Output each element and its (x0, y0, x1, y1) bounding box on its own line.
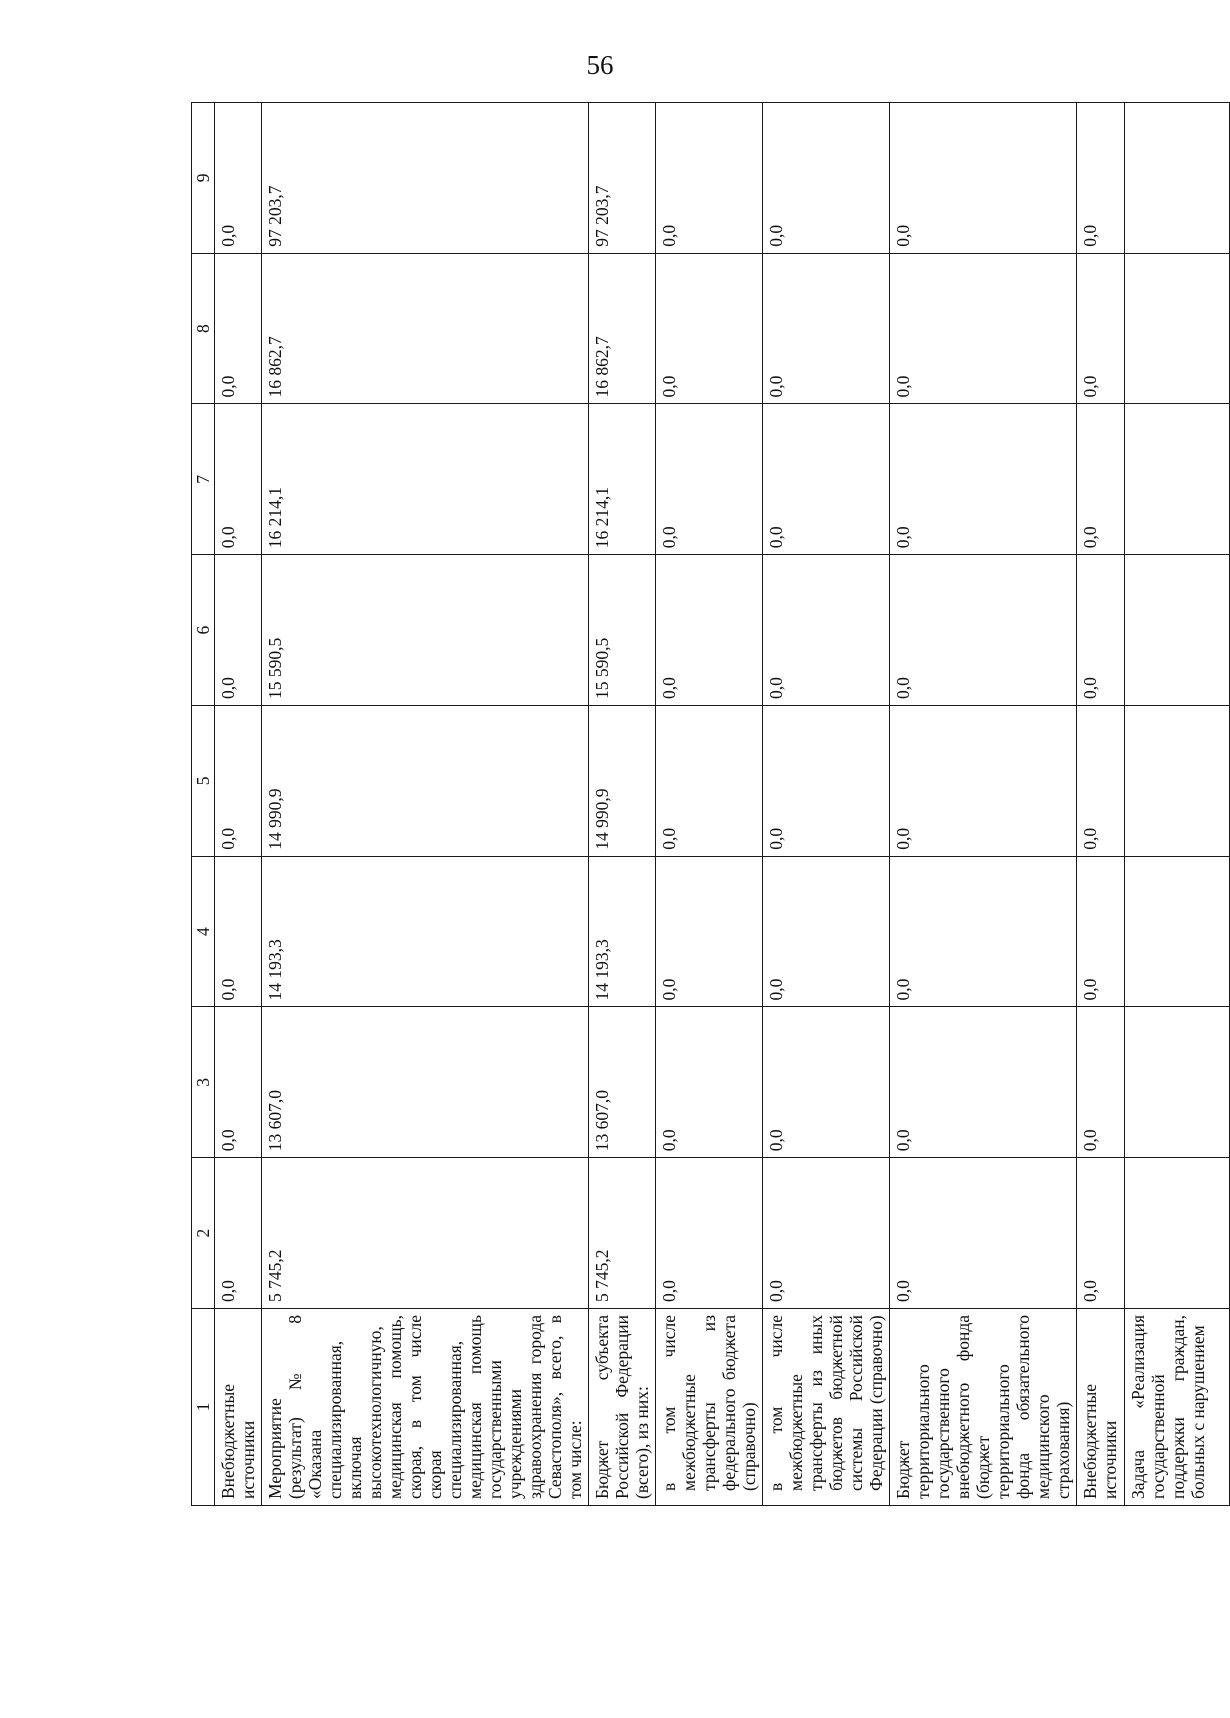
column-number: 5 (192, 706, 215, 857)
column-number: 3 (192, 1007, 215, 1158)
cell-value (1125, 856, 1230, 1007)
column-number: 4 (192, 856, 215, 1007)
cell-value: 0,0 (763, 103, 890, 254)
cell-value: 0,0 (1077, 706, 1125, 857)
table-row (1077, 103, 1125, 1506)
cell-value: 0,0 (656, 1007, 763, 1158)
cell-value: 14 990,9 (262, 706, 589, 857)
cell-value: 0,0 (215, 856, 262, 1007)
row-label: в том числе межбюджетные трансферты из федерального бюджета (справочно) (656, 1309, 763, 1506)
cell-value: 0,0 (656, 706, 763, 857)
cell-value: 13 607,0 (589, 1007, 656, 1158)
table-row (589, 103, 656, 1506)
cell-value: 0,0 (763, 1158, 890, 1309)
row-label: Задача «Реализация государственной поддержки граждан, больных с нарушением (1125, 1309, 1230, 1506)
cell-value (1125, 555, 1230, 706)
cell-value: 0,0 (656, 404, 763, 555)
cell-value: 5 745,2 (589, 1158, 656, 1309)
cell-value (1125, 253, 1230, 404)
row-label: в том числе межбюджетные трансферты из иных бюджетов бюджетной системы Российской Федерации (справочно) (763, 1309, 890, 1506)
cell-value: 16 214,1 (589, 404, 656, 555)
column-number-row (192, 103, 215, 1506)
cell-value: 0,0 (763, 253, 890, 404)
cell-value: 0,0 (763, 856, 890, 1007)
cell-value: 0,0 (763, 555, 890, 706)
row-label: Бюджет субъекта Российской Федерации (всего), из них: (589, 1309, 656, 1506)
cell-value: 0,0 (656, 253, 763, 404)
table-row (262, 103, 589, 1506)
cell-value: 0,0 (1077, 555, 1125, 706)
column-number: 2 (192, 1158, 215, 1309)
cell-value: 0,0 (215, 555, 262, 706)
cell-value: 0,0 (763, 404, 890, 555)
cell-value: 0,0 (890, 706, 1077, 857)
cell-value: 0,0 (215, 404, 262, 555)
cell-value (1125, 103, 1230, 254)
cell-value: 16 214,1 (262, 404, 589, 555)
cell-value: 97 203,7 (589, 103, 656, 254)
cell-value: 0,0 (1077, 253, 1125, 404)
row-label: Внебюджетные источники (215, 1309, 262, 1506)
cell-value: 0,0 (890, 404, 1077, 555)
column-number: 9 (192, 103, 215, 254)
cell-value: 15 590,5 (589, 555, 656, 706)
cell-value: 16 862,7 (262, 253, 589, 404)
cell-value: 14 193,3 (589, 856, 656, 1007)
cell-value: 0,0 (215, 253, 262, 404)
cell-value: 0,0 (890, 1158, 1077, 1309)
row-label: Бюджет территориального государственного внебюджетного фонда (бюджет территориального фонда обязательного медицинского страхования) (890, 1309, 1077, 1506)
cell-value: 0,0 (763, 1007, 890, 1158)
cell-value (1125, 1158, 1230, 1309)
cell-value: 0,0 (1077, 856, 1125, 1007)
table-row (890, 103, 1077, 1506)
rotated-table-wrapper (191, 103, 1208, 1506)
column-number: 7 (192, 404, 215, 555)
cell-value: 0,0 (215, 1158, 262, 1309)
cell-value: 0,0 (890, 253, 1077, 404)
cell-value: 0,0 (656, 856, 763, 1007)
cell-value: 0,0 (1077, 1158, 1125, 1309)
cell-value: 16 862,7 (589, 253, 656, 404)
column-number: 6 (192, 555, 215, 706)
cell-value (1125, 404, 1230, 555)
cell-value: 0,0 (1077, 404, 1125, 555)
cell-value: 0,0 (215, 1007, 262, 1158)
cell-value: 0,0 (656, 555, 763, 706)
cell-value: 15 590,5 (262, 555, 589, 706)
cell-value: 0,0 (1077, 103, 1125, 254)
table-row (215, 103, 262, 1506)
column-number: 8 (192, 253, 215, 404)
financing-table (191, 102, 1230, 1506)
cell-value: 97 203,7 (262, 103, 589, 254)
cell-value: 0,0 (890, 103, 1077, 254)
row-label: Внебюджетные источники (1077, 1309, 1125, 1506)
cell-value: 0,0 (763, 706, 890, 857)
cell-value: 0,0 (656, 103, 763, 254)
table-row (763, 103, 890, 1506)
cell-value: 0,0 (890, 856, 1077, 1007)
cell-value: 14 193,3 (262, 856, 589, 1007)
cell-value: 0,0 (215, 706, 262, 857)
cell-value: 0,0 (890, 555, 1077, 706)
row-label: Мероприятие (результат) № 8 «Оказана специализированная, включая высокотехнологичную, медицинская помощь, скорая, в том числе скорая специализированная, медицинская помощь государственными учреждениями здравоохранения города Севастополя», всего, в том числе: (262, 1309, 589, 1506)
cell-value: 14 990,9 (589, 706, 656, 857)
cell-value: 0,0 (656, 1158, 763, 1309)
cell-value: 0,0 (890, 1007, 1077, 1158)
table-row (656, 103, 763, 1506)
cell-value: 0,0 (215, 103, 262, 254)
cell-value: 5 745,2 (262, 1158, 589, 1309)
table-row (1125, 103, 1230, 1506)
cell-value (1125, 706, 1230, 857)
column-number: 1 (192, 1309, 215, 1506)
page-number: 56 (586, 50, 614, 80)
cell-value (1125, 1007, 1230, 1158)
cell-value: 0,0 (1077, 1007, 1125, 1158)
cell-value: 13 607,0 (262, 1007, 589, 1158)
